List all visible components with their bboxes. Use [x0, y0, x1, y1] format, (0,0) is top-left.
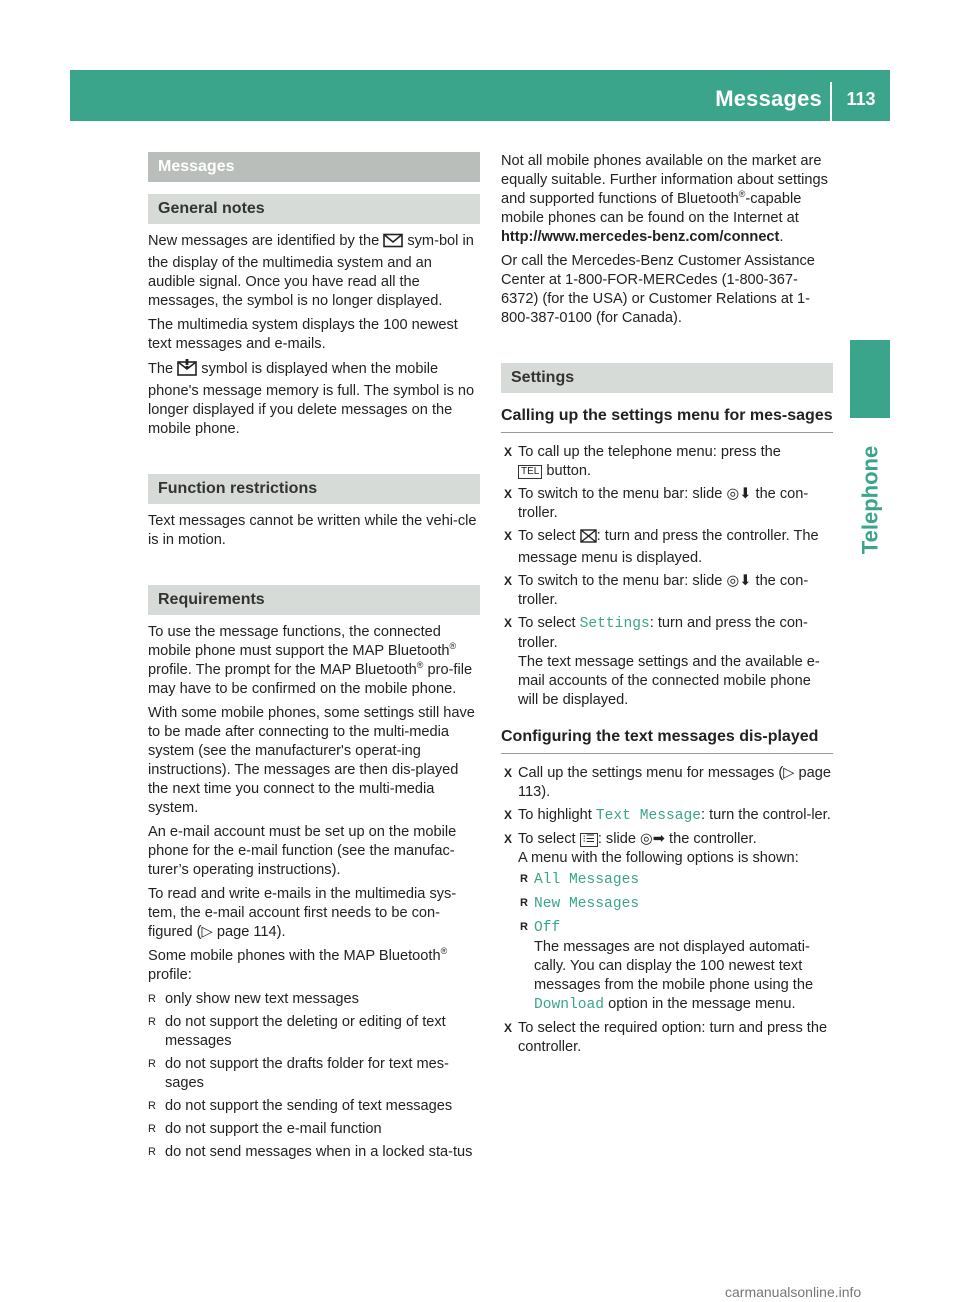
- general-notes-paragraph-1: New messages are identified by the sym-bol in the display of the multimedia system and an audible signal. Once you have read all the messages, the symbol is no longer displayed.: [148, 233, 474, 309]
- step-item: X Call up the settings menu for messages (▷ page 113).: [504, 765, 832, 800]
- section-title-general-notes: General notes: [148, 194, 480, 224]
- page-header: [70, 70, 890, 121]
- step-marker-icon: X: [504, 616, 513, 630]
- bullet-marker-icon: R: [148, 1123, 156, 1135]
- envelope-icon: [383, 233, 403, 254]
- list-item: R do not support the drafts folder for text mes-sages: [148, 1056, 449, 1091]
- memory-full-icon: [177, 359, 197, 382]
- heading-configuring-messages: Configuring the text messages dis-played: [501, 726, 833, 754]
- settings-menu-item[interactable]: Settings: [579, 616, 650, 632]
- step-item: X To select Settings: turn and press the con-troller. The text message settings and the available e-mail accounts of the connected mobile phone will be displayed.: [504, 615, 820, 708]
- step-marker-icon: X: [504, 808, 513, 822]
- bullet-marker-icon: R: [148, 993, 156, 1005]
- bullet-marker-icon: R: [520, 921, 528, 933]
- controller-slide-down-icon: ◎⬇: [726, 573, 752, 589]
- requirements-paragraph-2: With some mobile phones, some settings still have to be made after connecting to the multi-media system (see the manufacturer's operat-ing instructions). The messages are then dis-played the next time you connect to the multi-media system.: [148, 705, 475, 816]
- function-restrictions-paragraph: Text messages cannot be written while the vehi-cle is in motion.: [148, 513, 477, 548]
- step-marker-icon: X: [504, 574, 513, 588]
- intro-paragraph-1: Not all mobile phones available on the market are equally suitable. Further information about settings and supported functions of Bluetooth®-capable mobile phones can be found on the Internet at http://www.mercedes-benz.com/connect.: [501, 153, 828, 245]
- step-marker-icon: X: [504, 832, 513, 846]
- option-off[interactable]: Off: [534, 920, 561, 936]
- options-menu-icon: ⁝☰: [580, 833, 598, 847]
- options-list: [518, 870, 833, 1015]
- list-item: R do not send messages when in a locked sta-tus: [148, 1144, 473, 1160]
- list-item: R only show new text messages: [148, 991, 359, 1007]
- page-reference-arrow-icon: ▷: [783, 765, 795, 781]
- list-item: R do not support the e-mail function: [148, 1121, 382, 1137]
- step-item: X To select the required option: turn and press the controller.: [504, 1020, 828, 1055]
- side-tab-label: Telephone: [857, 445, 883, 555]
- calling-steps-list: [501, 443, 833, 710]
- list-item: R Off The messages are not displayed automati-cally. You can display the 100 newest text messages from the mobile phone using the Download option in the message menu.: [520, 920, 814, 1013]
- bullet-marker-icon: R: [148, 1146, 156, 1158]
- page-reference-link[interactable]: page 113: [518, 765, 832, 800]
- map-limitations-list: [148, 990, 480, 1162]
- side-tab: [848, 430, 892, 570]
- step-item: X To switch to the menu bar: slide ◎⬇ the con-troller.: [504, 573, 809, 608]
- heading-calling-settings-menu: Calling up the settings menu for mes-sages: [501, 405, 833, 433]
- tel-key-icon: TEL: [518, 465, 542, 479]
- step-item: X To select : turn and press the controller. The message menu is displayed.: [504, 528, 819, 566]
- controller-slide-down-icon: ◎⬇: [726, 486, 752, 502]
- download-option[interactable]: Download: [534, 997, 605, 1013]
- step-marker-icon: X: [504, 487, 513, 501]
- general-notes-paragraph-3: The symbol is displayed when the mobile phone's message memory is full. The symbol is no longer displayed if you delete messages on the mobile phone.: [148, 361, 475, 437]
- requirements-paragraph-4: To read and write e-mails in the multimedia sys-tem, the e-mail account first needs to be con-figured (▷ page 114).: [148, 886, 457, 940]
- watermark: carmanualsonline.info: [725, 1284, 862, 1300]
- config-steps-list: [501, 764, 833, 1057]
- list-item: [518, 894, 833, 914]
- left-column: [148, 152, 480, 1166]
- message-envelope-icon: [580, 529, 597, 549]
- option-all-messages[interactable]: All Messages: [534, 872, 640, 888]
- step-marker-icon: X: [504, 445, 513, 459]
- step-item: X To select ⁝☰ : slide ◎➡ the controller. A menu with the following options is shown: R All Messages R New Messages R Off The messages are not displayed automati-cally. You can display the 100 newest text messages from the mobile phone using the Download option in the message menu.: [501, 830, 833, 1015]
- list-item: [518, 870, 833, 890]
- page-reference-link[interactable]: page 114: [216, 924, 277, 940]
- header-title: Messages: [715, 86, 822, 111]
- section-title-messages: Messages: [148, 152, 480, 182]
- list-item: R do not support the deleting or editing of text messages: [148, 1014, 446, 1049]
- text-message-menu-item[interactable]: Text Message: [595, 808, 701, 824]
- bullet-marker-icon: R: [148, 1016, 156, 1028]
- bullet-marker-icon: R: [148, 1058, 156, 1070]
- requirements-paragraph-1: To use the message functions, the connected mobile phone must support the MAP Bluetooth® profile. The prompt for the MAP Bluetooth® pro-file may have to be confirmed on the mobile phone.: [148, 624, 473, 697]
- step-marker-icon: X: [504, 529, 513, 543]
- option-new-messages[interactable]: New Messages: [534, 896, 640, 912]
- bullet-marker-icon: R: [520, 873, 528, 885]
- general-notes-paragraph-2: The multimedia system displays the 100 newest text messages and e-mails.: [148, 317, 458, 352]
- step-item: X To call up the telephone menu: press the TEL button.: [504, 444, 781, 479]
- intro-paragraph-2: Or call the Mercedes-Benz Customer Assistance Center at 1-800-FOR-MERCedes (1-800-367-6372) (for the USA) or Customer Relations at 1-800-387-0100 (for Canada).: [501, 253, 815, 326]
- side-tab-marker: [850, 340, 890, 418]
- page-reference-arrow-icon: ▷: [201, 924, 213, 940]
- step-item: X To highlight Text Message: turn the control-ler.: [504, 807, 831, 824]
- list-item: R do not support the sending of text messages: [148, 1098, 453, 1114]
- section-title-settings: Settings: [501, 363, 833, 393]
- mercedes-connect-link[interactable]: http://www.mercedes-benz.com/connect: [501, 229, 780, 245]
- bullet-marker-icon: R: [520, 897, 528, 909]
- requirements-paragraph-3: An e-mail account must be set up on the mobile phone for the e-mail function (see the manufac-turer’s operating instructions).: [148, 824, 457, 878]
- section-title-function-restrictions: Function restrictions: [148, 474, 480, 504]
- step-marker-icon: X: [504, 1021, 513, 1035]
- right-column: [501, 152, 833, 1061]
- step-item: X To switch to the menu bar: slide ◎⬇ the con-troller.: [504, 486, 809, 521]
- requirements-paragraph-5: Some mobile phones with the MAP Bluetooth® profile:: [148, 946, 448, 983]
- controller-slide-right-icon: ◎➡: [640, 831, 665, 847]
- section-title-requirements: Requirements: [148, 585, 480, 615]
- step-marker-icon: X: [504, 766, 513, 780]
- page-number: 113: [846, 89, 876, 109]
- bullet-marker-icon: R: [148, 1100, 156, 1112]
